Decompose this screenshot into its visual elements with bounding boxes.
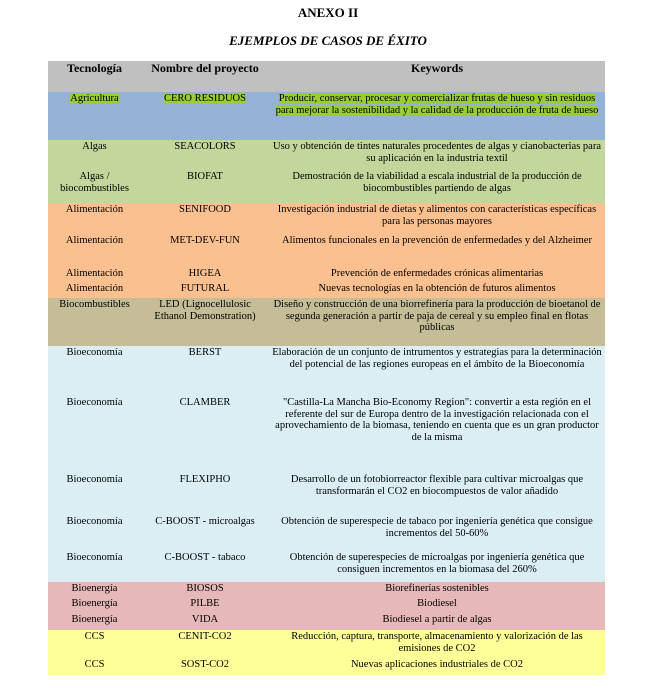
cell-keywords <box>269 346 605 396</box>
cell-nombre <box>141 473 269 515</box>
cell-keywords-text: Biodiesel <box>417 598 457 609</box>
cell-nombre-text: SENIFOOD <box>179 204 231 215</box>
cell-tecnologia <box>48 582 141 597</box>
table-row <box>48 551 605 582</box>
cell-nombre <box>141 630 269 658</box>
cell-keywords-text: Diseño y construcción de una biorrefinería para la producción de bioetanol de segunda generación a partir de paja de cereal y su empleo final en flotas públicas <box>273 299 601 333</box>
cell-keywords-text: Biodiesel a partir de algas <box>382 614 492 625</box>
cell-nombre <box>141 234 269 267</box>
cell-keywords <box>269 582 605 597</box>
cell-keywords <box>269 597 605 613</box>
cell-tecnologia <box>48 92 141 140</box>
cell-nombre-text: SOST-CO2 <box>180 659 230 670</box>
cell-nombre-text: FUTURAL <box>180 283 230 294</box>
table-header-row <box>48 61 605 92</box>
cell-tecnologia <box>48 396 141 473</box>
table-row <box>48 170 605 203</box>
cell-nombre <box>141 203 269 234</box>
table-row <box>48 346 605 396</box>
cell-keywords <box>269 170 605 203</box>
cell-tecnologia-text: Biocombustibles <box>59 299 130 310</box>
cell-nombre-text: C-BOOST - tabaco <box>164 552 246 563</box>
table-row <box>48 267 605 282</box>
cell-tecnologia-text: Bioeconomía <box>66 552 123 563</box>
cell-nombre <box>141 396 269 473</box>
cell-nombre-text: C-BOOST - microalgas <box>155 516 255 527</box>
table-row <box>48 396 605 473</box>
cell-keywords-text: Obtención de superespecie de tabaco por ingeniería genética que consigue incrementos del 50-60% <box>281 516 593 539</box>
cell-keywords-text: Reducción, captura, transporte, almacenamiento y valorización de las emisiones de CO2 <box>291 631 583 654</box>
cell-tecnologia <box>48 298 141 346</box>
cell-nombre <box>141 170 269 203</box>
cell-tecnologia-text: Alimentación <box>65 268 124 279</box>
cell-nombre-text: BIOFAT <box>187 171 223 182</box>
table-row <box>48 140 605 170</box>
cell-tecnologia <box>48 203 141 234</box>
cell-keywords <box>269 473 605 515</box>
table-row <box>48 92 605 140</box>
cell-tecnologia-text: Algas / biocombustibles <box>60 171 129 194</box>
cell-tecnologia-text: Bioenergía <box>71 583 118 594</box>
cell-tecnologia <box>48 267 141 282</box>
cell-tecnologia-text: Algas <box>82 141 107 152</box>
cell-nombre <box>141 346 269 396</box>
cell-tecnologia <box>48 613 141 630</box>
cell-nombre-text: LED (Lignocellulosic Ethanol Demonstration) <box>154 299 256 322</box>
cell-nombre <box>141 92 269 140</box>
table-row <box>48 298 605 346</box>
cell-tecnologia-text: Bioenergía <box>71 614 118 625</box>
cell-keywords <box>269 282 605 298</box>
annex-subtitle: EJEMPLOS DE CASOS DE ÉXITO <box>229 33 427 48</box>
annex-title: ANEXO II <box>297 5 359 20</box>
table-row <box>48 234 605 267</box>
cell-keywords <box>269 140 605 170</box>
cell-keywords <box>269 267 605 282</box>
table-row <box>48 473 605 515</box>
cell-nombre-text: FLEXIPHO <box>179 474 231 485</box>
cell-tecnologia <box>48 234 141 267</box>
cell-nombre <box>141 282 269 298</box>
cell-nombre-text: PILBE <box>190 598 220 609</box>
cell-keywords-text: Alimentos funcionales en la prevención de enfermedades y del Alzheimer <box>282 235 592 246</box>
cell-nombre <box>141 298 269 346</box>
cell-keywords-text: Prevención de enfermedades crónicas alimentarias <box>330 268 544 279</box>
cell-tecnologia-text: Alimentación <box>65 283 124 294</box>
cell-nombre-text: CERO RESIDUOS <box>164 93 246 104</box>
success-cases-table <box>48 61 605 675</box>
cell-keywords <box>269 92 605 140</box>
cell-tecnologia <box>48 170 141 203</box>
cell-tecnologia-text: CCS <box>84 659 105 670</box>
header-keywords: Keywords <box>411 61 463 75</box>
cell-nombre <box>141 140 269 170</box>
cell-nombre-text: CLAMBER <box>179 397 231 408</box>
cell-keywords <box>269 298 605 346</box>
cell-nombre-text: HIGEA <box>188 268 222 279</box>
cell-keywords <box>269 551 605 582</box>
cell-tecnologia <box>48 473 141 515</box>
cell-tecnologia <box>48 282 141 298</box>
cell-keywords-text: Biorefinerías sostenibles <box>385 583 489 594</box>
cell-nombre-text: SEACOLORS <box>174 141 236 152</box>
cell-keywords <box>269 630 605 658</box>
cell-keywords-text: Investigación industrial de dietas y alimentos con características específicas para las personas mayores <box>277 204 597 227</box>
cell-keywords <box>269 234 605 267</box>
cell-nombre <box>141 267 269 282</box>
header-nombre: Nombre del proyecto <box>151 61 259 75</box>
cell-nombre <box>141 582 269 597</box>
cell-keywords <box>269 613 605 630</box>
table-row <box>48 658 605 675</box>
cell-keywords-text: Nuevas tecnologías en la obtención de futuros alimentos <box>318 283 556 294</box>
cell-nombre-text: BERST <box>188 347 222 358</box>
table-row <box>48 597 605 613</box>
cell-tecnologia <box>48 346 141 396</box>
cell-keywords <box>269 658 605 675</box>
cell-keywords-text: Elaboración de un conjunto de intrumentos y estrategias para la determinación del potencial de las regiones europeas en el ámbito de la Bioeconomía <box>272 347 602 370</box>
cell-keywords-text: Obtención de superespecies de microalgas por ingeniería genética que consiguen incrementos en la biomasa del 260% <box>289 552 585 575</box>
cell-tecnologia-text: Bioeconomía <box>66 474 123 485</box>
table-row <box>48 515 605 551</box>
cell-tecnologia-text: Bioeconomía <box>66 397 123 408</box>
cell-keywords-text: Nuevas aplicaciones industriales de CO2 <box>350 659 524 670</box>
cell-tecnologia <box>48 140 141 170</box>
cell-tecnologia <box>48 515 141 551</box>
table-row <box>48 582 605 597</box>
cell-tecnologia-text: Alimentación <box>65 235 124 246</box>
table-row <box>48 613 605 630</box>
cell-nombre-text: BIOSOS <box>186 583 224 594</box>
cell-tecnologia <box>48 658 141 675</box>
cell-nombre <box>141 515 269 551</box>
cell-tecnologia-text: Agricultura <box>70 93 119 104</box>
table-row <box>48 630 605 658</box>
cell-keywords <box>269 396 605 473</box>
cell-keywords-text: Uso y obtención de tintes naturales procedentes de algas y cianobacterias para su aplicación en la industria textil <box>273 141 601 164</box>
cell-nombre-text: VIDA <box>191 614 219 625</box>
cell-tecnologia-text: Bioeconomía <box>66 347 123 358</box>
cell-tecnologia <box>48 551 141 582</box>
cell-tecnologia <box>48 597 141 613</box>
header-tecnologia: Tecnología <box>67 61 122 75</box>
cell-nombre <box>141 551 269 582</box>
cell-tecnologia-text: Bioenergía <box>71 598 118 609</box>
cell-keywords-text: Demostración de la viabilidad a escala industrial de la producción de biocombustibles partiendo de algas <box>292 171 582 194</box>
cell-tecnologia-text: Alimentación <box>65 204 124 215</box>
table-row <box>48 203 605 234</box>
cell-nombre <box>141 613 269 630</box>
cell-tecnologia-text: Bioeconomía <box>66 516 123 527</box>
cell-keywords-text: Desarrollo de un fotobiorreactor flexible para cultivar microalgas que transformarán el CO2 en biocompuestos de valor añadido <box>290 474 584 497</box>
cell-nombre <box>141 658 269 675</box>
cell-keywords <box>269 203 605 234</box>
cell-keywords <box>269 515 605 551</box>
cell-nombre-text: CENIT-CO2 <box>178 631 232 642</box>
cell-keywords-text: Producir, conservar, procesar y comercializar frutas de hueso y sin residuos para mejorar la sostenibilidad y la calidad de la producción de fruta de hueso <box>275 93 599 116</box>
cell-nombre-text: MET-DEV-FUN <box>170 235 240 246</box>
cell-nombre <box>141 597 269 613</box>
table-row <box>48 282 605 298</box>
cell-tecnologia <box>48 630 141 658</box>
cell-tecnologia-text: CCS <box>84 631 105 642</box>
cell-keywords-text: "Castilla-La Mancha Bio-Economy Region": convertir a esta región en el referente del sur de Europa dentro de la investigación relacionada con el aprovechamiento de la biomasa, teniendo en cuenta que es un gran productor de la misma <box>275 397 599 443</box>
